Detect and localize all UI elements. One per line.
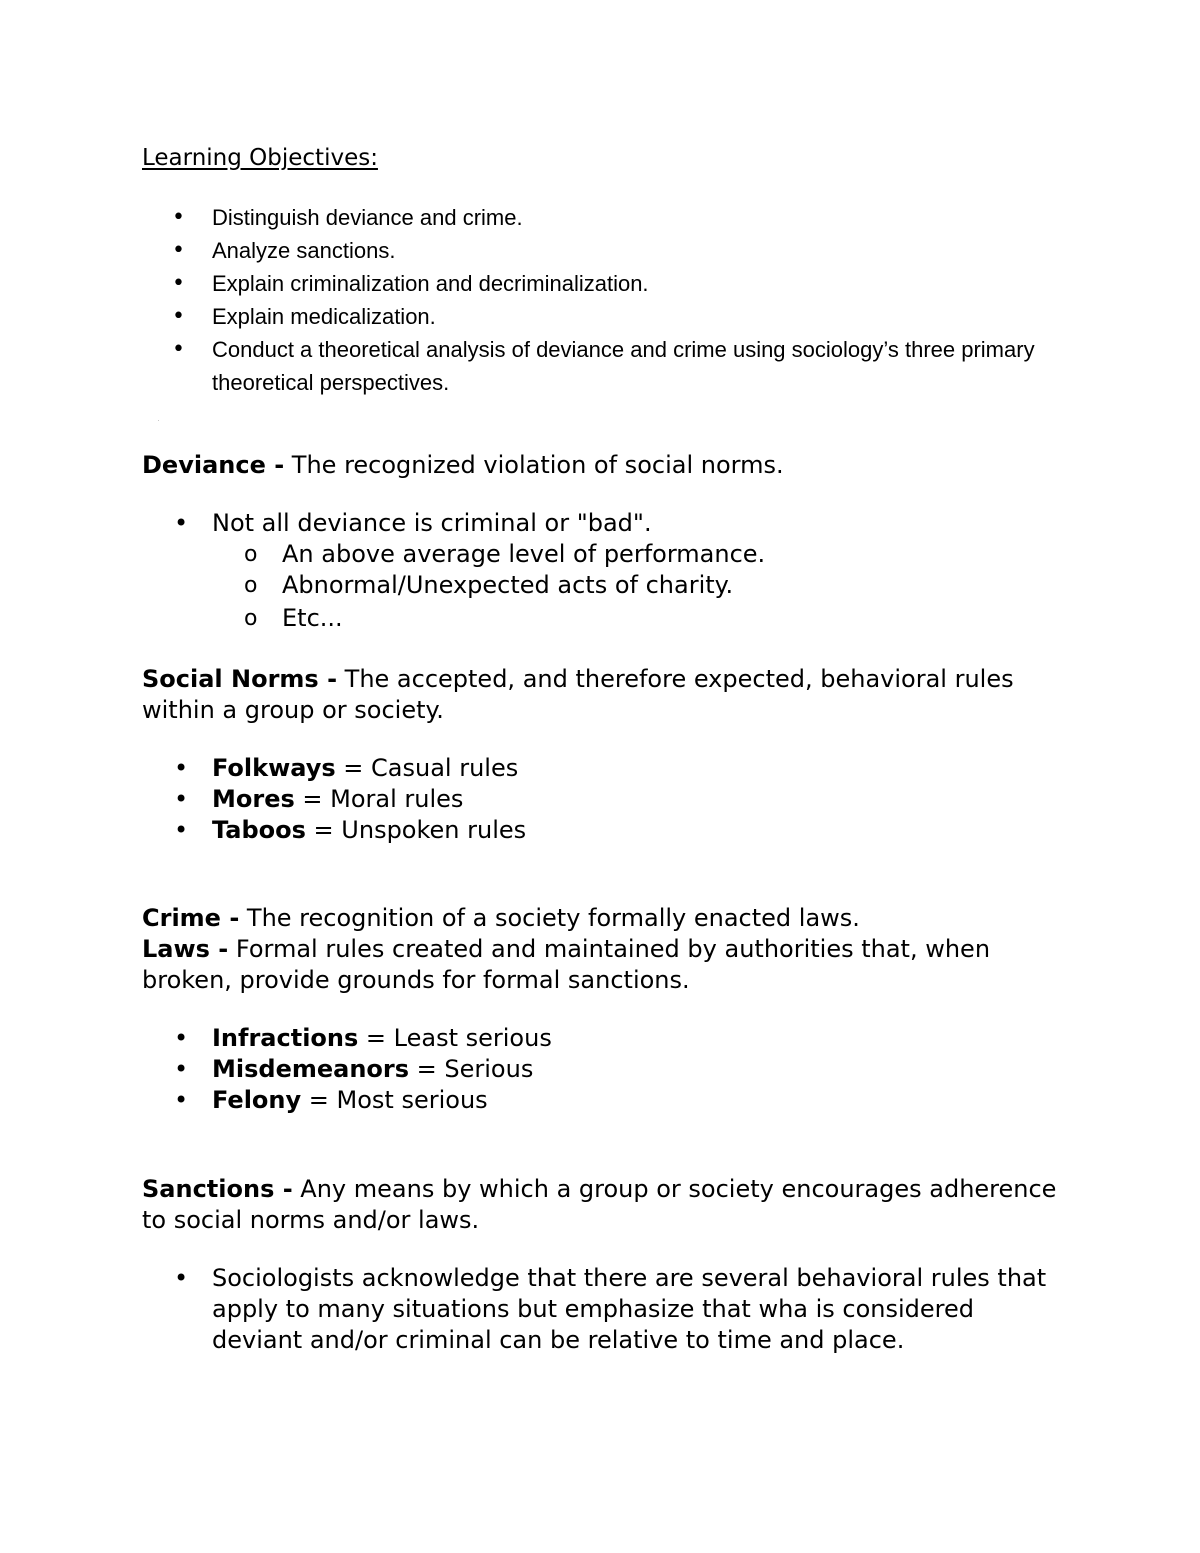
list-item: • Felony = Most serious (174, 1086, 488, 1114)
sub-bullet-icon: o (244, 542, 258, 567)
learning-objectives-list (172, 201, 1042, 399)
laws-definition: Laws - Formal rules created and maintained by authorities that, when broken, provide grounds for formal sanctions. (142, 935, 991, 994)
sub-list-item: o Etc... (244, 604, 343, 632)
learning-objectives-heading: Learning Objectives: (142, 145, 378, 171)
bullet-icon: • (172, 238, 185, 263)
list-item: • Mores = Moral rules (174, 785, 464, 813)
list-item: • Explain criminalization and decriminalization. (212, 267, 1042, 300)
list-item: • Not all deviance is criminal or "bad". o An above average level of performance. o Abnormal/Unexpected acts of charity. o Etc... (212, 508, 1072, 634)
deviance-list (174, 508, 1072, 634)
bullet-icon: • (172, 205, 185, 230)
bullet-icon: • (174, 1264, 189, 1292)
sub-bullet-icon: o (244, 606, 258, 631)
list-item: • Sociologists acknowledge that there are several behavioral rules that apply to many situations but emphasize that wha is considered deviant and/or criminal can be relative to time and place. (174, 1264, 1047, 1354)
sanctions-list (174, 1263, 1062, 1356)
list-item: • Taboos = Unspoken rules (174, 816, 527, 844)
social-norms-list (174, 753, 1072, 846)
bullet-icon: • (174, 816, 189, 844)
list-item: • Analyze sanctions. (212, 234, 1042, 267)
list-item: • Conduct a theoretical analysis of deviance and crime using sociology’s three primary theoretical perspectives. (212, 333, 1042, 399)
laws-list (174, 1023, 1072, 1116)
list-item: • Infractions = Least serious (174, 1024, 552, 1052)
bullet-icon: • (174, 785, 189, 813)
list-item: • Explain medicalization. (212, 300, 1042, 333)
bullet-icon: • (172, 304, 185, 329)
list-item: • Misdemeanors = Serious (174, 1055, 534, 1083)
bullet-icon: • (174, 1055, 189, 1083)
sub-list-item: o Abnormal/Unexpected acts of charity. (244, 571, 734, 599)
bullet-icon: • (172, 271, 185, 296)
list-item: • Distinguish deviance and crime. (212, 201, 1042, 234)
social-norms-definition: Social Norms - The accepted, and therefore expected, behavioral rules within a group or society. (142, 665, 1014, 724)
bullet-icon: • (174, 754, 189, 782)
bullet-icon: • (172, 337, 185, 362)
bullet-icon: • (174, 509, 189, 537)
sub-list-item: o An above average level of performance. (244, 540, 766, 568)
bullet-icon: • (174, 1024, 189, 1052)
stray-mark (158, 420, 159, 421)
sanctions-definition: Sanctions - Any means by which a group or society encourages adherence to social norms and/or laws. (142, 1175, 1057, 1234)
list-item: • Folkways = Casual rules (174, 754, 519, 782)
crime-definition: Crime - The recognition of a society formally enacted laws. (142, 904, 860, 932)
sub-bullet-icon: o (244, 573, 258, 598)
bullet-icon: • (174, 1086, 189, 1114)
deviance-sub-list (212, 539, 1072, 634)
deviance-definition: Deviance - The recognized violation of social norms. (142, 451, 784, 479)
